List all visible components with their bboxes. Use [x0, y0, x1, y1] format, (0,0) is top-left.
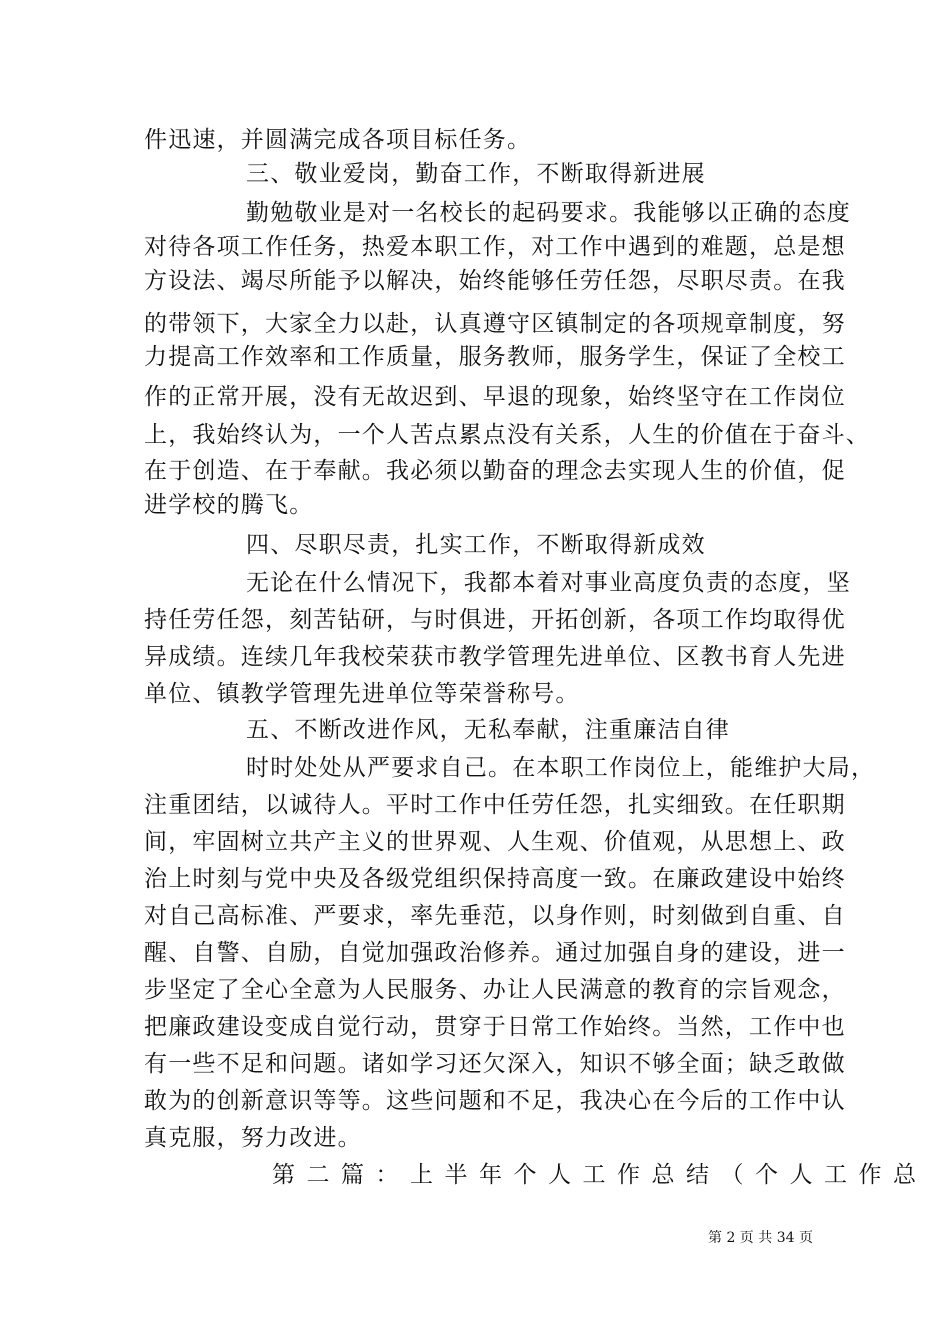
text-line: 醒、自警、自励，自觉加强政治修养。通过加强自身的建设，进一: [144, 940, 846, 966]
text-line: 持任劳任怨，刻苦钻研，与时俱进，开拓创新，各项工作均取得优: [144, 607, 846, 633]
text-line: 的带领下，大家全力以赴，认真遵守区镇制定的各项规章制度，努: [144, 311, 846, 337]
text-line: 件迅速，并圆满完成各项目标任务。: [144, 127, 532, 153]
text-line: 敢为的创新意识等等。这些问题和不足，我决心在今后的工作中认: [144, 1088, 846, 1114]
text-line: 真克服，努力改进。: [144, 1125, 362, 1151]
section-heading-5: 五、不断改进作风，无私奉献，注重廉洁自律: [246, 717, 730, 743]
text-line: 方设法、竭尽所能予以解决，始终能够任劳任怨，尽职尽责。在我: [144, 268, 846, 294]
next-article-title: 第二篇：上半年个人工作总结（个人工作总: [272, 1162, 928, 1188]
text-line: 对自己高标准、严要求，率先垂范，以身作则，时刻做到自重、自: [144, 903, 846, 929]
text-line: 上，我始终认为，一个人苦点累点没有关系，人生的价值在于奋斗、: [144, 422, 870, 448]
text-line: 在于创造、在于奉献。我必须以勤奋的理念去实现人生的价值，促: [144, 458, 846, 484]
page-number: 第 2 页 共 34 页: [708, 1230, 813, 1246]
text-line: 异成绩。连续几年我校荣获市教学管理先进单位、区教书育人先进: [144, 644, 846, 670]
text-line: 力提高工作效率和工作质量，服务教师，服务学生，保证了全校工: [144, 344, 846, 370]
section-heading-3: 三、敬业爱岗，勤奋工作，不断取得新进展: [246, 161, 706, 187]
text-line: 有一些不足和问题。诸如学习还欠深入，知识不够全面；缺乏敢做: [144, 1051, 846, 1077]
text-line: 进学校的腾飞。: [144, 492, 314, 518]
text-line: 注重团结，以诚待人。平时工作中任劳任怨，扎实细致。在任职期: [144, 792, 846, 818]
text-line: 无论在什么情况下，我都本着对事业高度负责的态度，坚: [246, 570, 851, 596]
text-line: 间，牢固树立共产主义的世界观、人生观、价值观，从思想上、政: [144, 829, 846, 855]
text-line: 对待各项工作任务，热爱本职工作，对工作中遇到的难题，总是想: [144, 234, 846, 260]
text-line: 时时处处从严要求自己。在本职工作岗位上，能维护大局，: [246, 755, 876, 781]
text-line: 把廉政建设变成自觉行动，贯穿于日常工作始终。当然，工作中也: [144, 1014, 846, 1040]
section-heading-4: 四、尽职尽责，扎实工作，不断取得新成效: [246, 532, 706, 558]
text-line: 勤勉敬业是对一名校长的起码要求。我能够以正确的态度: [246, 200, 851, 226]
text-line: 步坚定了全心全意为人民服务、办让人民满意的教育的宗旨观念，: [144, 977, 846, 1003]
text-line: 治上时刻与党中央及各级党组织保持高度一致。在廉政建设中始终: [144, 866, 846, 892]
text-line: 单位、镇教学管理先进单位等荣誉称号。: [144, 681, 580, 707]
text-line: 作的正常开展，没有无故迟到、早退的现象，始终坚守在工作岗位: [144, 384, 846, 410]
